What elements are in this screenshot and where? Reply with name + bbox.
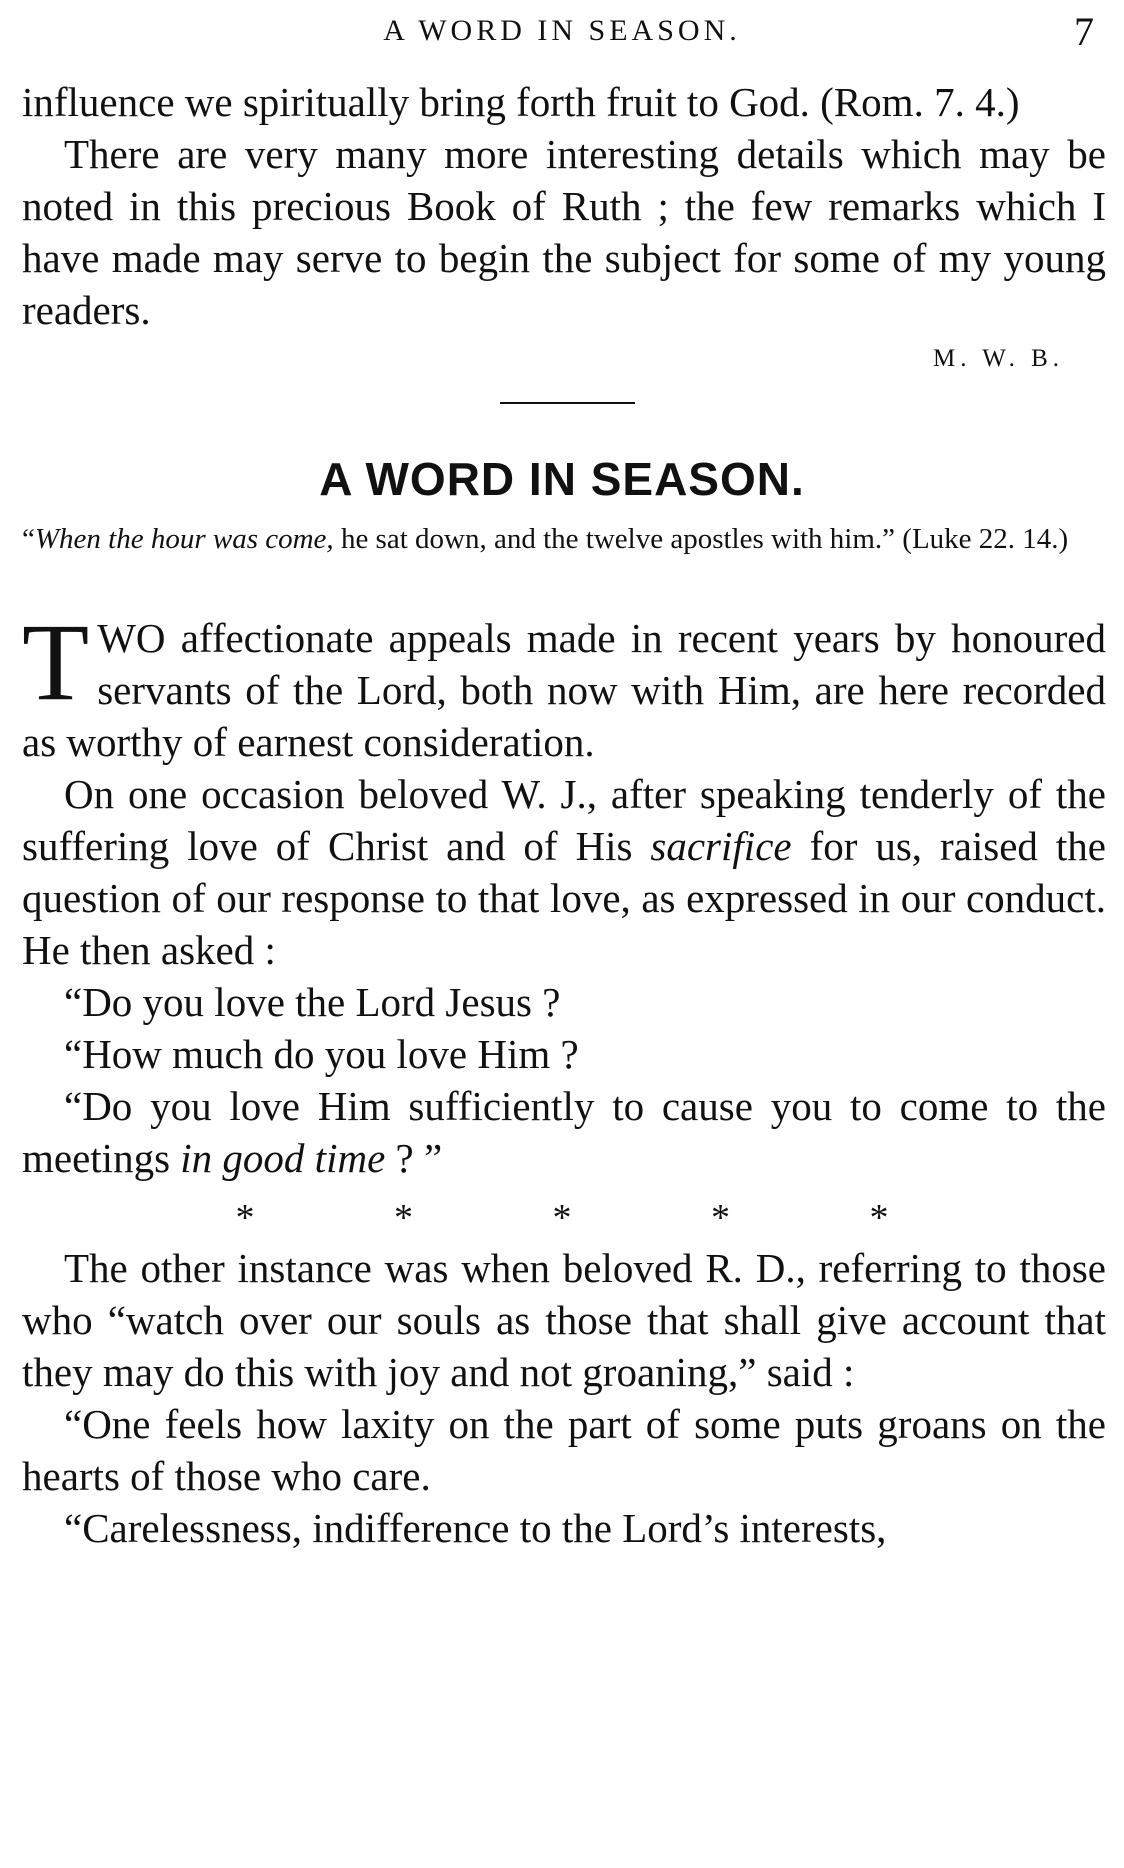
question-line xyxy=(22,1080,1106,1184)
paragraph: “One feels how laxity on the part of some puts groans on the hearts of those who care. xyxy=(22,1401,1106,1499)
paragraph-text: for us, raised the question of our response to that love, as expressed in our conduct. He then asked : xyxy=(22,823,1106,973)
opening-paragraph xyxy=(22,601,1106,768)
paragraph: The other instance was when beloved R. D., referring to those who “watch over our souls as those that shall give account that they may do this with joy and not groaning,” said : xyxy=(22,1245,1106,1395)
article-body xyxy=(22,601,1106,1184)
running-title: A WORD IN SEASON. xyxy=(383,14,741,47)
question-text: ? ” xyxy=(385,1135,443,1181)
italic-phrase: in good time xyxy=(180,1135,386,1181)
epigraph xyxy=(22,518,1106,560)
author-signature: M. W. B. xyxy=(932,345,1064,372)
epigraph-open-quote: “ xyxy=(22,523,35,555)
paragraph: There are very many more interesting details which may be noted in this precious Book of Ruth ; the few remarks which I have made may serve to begin the subject for some of my young readers. xyxy=(22,131,1106,333)
page-number: 7 xyxy=(1074,9,1094,54)
italic-word: sacrifice xyxy=(650,823,792,869)
epigraph-rest: he sat down, and the twelve apostles with him.” (Luke 22. 14.) xyxy=(333,523,1069,555)
article-body-continued xyxy=(22,1242,1106,1554)
paragraph xyxy=(22,768,1106,976)
article-title: A WORD IN SEASON. xyxy=(319,453,805,505)
paragraph: influence we spiritually bring forth fruit to God. (Rom. 7. 4.) xyxy=(22,79,1020,125)
section-divider xyxy=(500,402,635,404)
question-line: “Do you love the Lord Jesus ? xyxy=(64,979,561,1025)
epigraph-italic: When the hour was come, xyxy=(34,523,334,555)
opening-text: WO affectionate appeals made in recent years by honoured servants of the Lord, both now with Him, are here recorded as worthy of earnest consideration. xyxy=(22,615,1106,765)
section-break-stars: * * * * * xyxy=(235,1197,889,1239)
paragraph-text: On one occasion beloved W. J., after speaking tenderly of the suffering love of Christ and of His xyxy=(22,771,1106,869)
drop-cap: T xyxy=(22,601,90,723)
previous-article-ending xyxy=(22,76,1106,336)
question-line: “How much do you love Him ? xyxy=(64,1031,579,1077)
running-header xyxy=(0,8,1124,58)
paragraph: “Carelessness, indifference to the Lord’s interests, xyxy=(64,1505,887,1551)
question-text: “Do you love Him sufficiently to cause you to come to the meetings xyxy=(22,1083,1106,1181)
